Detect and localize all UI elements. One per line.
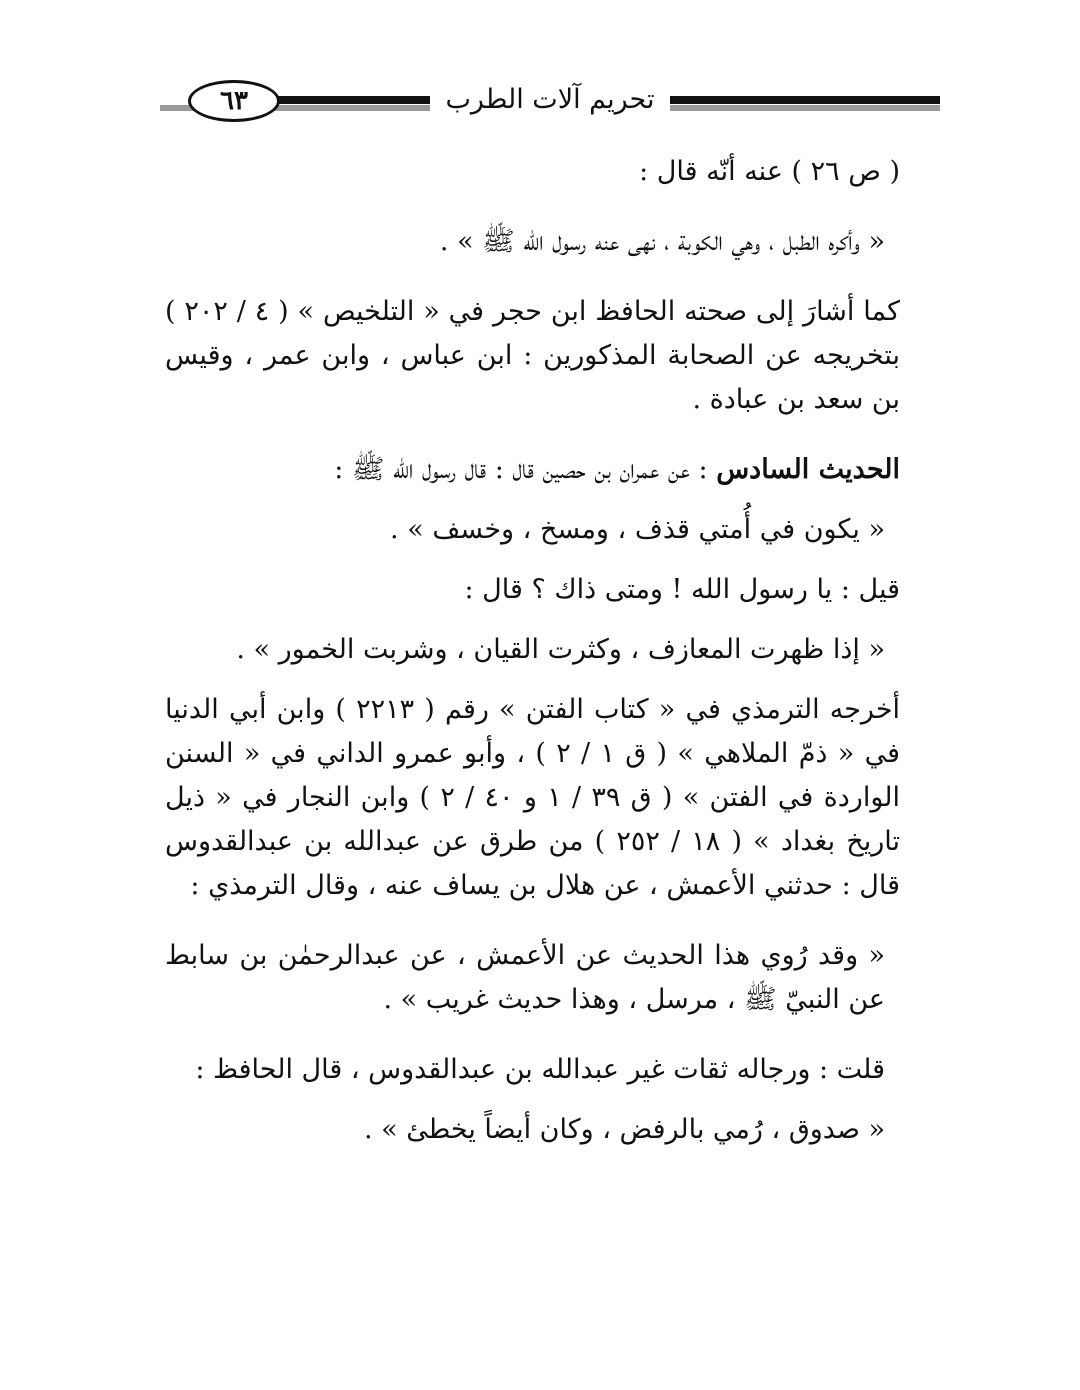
hadith-intro: : عن عمران بن حصين قال : قال رسول الله ﷺ : <box>334 454 717 485</box>
quote: « وقد رُوي هذا الحديث عن الأعمش ، عن عبدالرحمٰن بن سابط عن النبيّ ﷺ ، مرسل ، وهذا حديث غريب » . <box>165 940 885 1015</box>
header-rule-right <box>670 96 940 104</box>
text-line: قيل : يا رسول الله ! ومتى ذاك ؟ قال : <box>464 574 900 605</box>
text-line: ( ص ٢٦ ) عنه أنّه قال : <box>639 156 900 187</box>
hadith-heading-line <box>165 448 945 492</box>
page-number: ٦٣ <box>188 80 280 122</box>
hadith-heading: الحديث السادس <box>716 454 900 485</box>
paragraph: أخرجه الترمذي في « كتاب الفتن » رقم ( ٢٢١٣ ) وابن أبي الدنيا في « ذمّ الملاهي » ( ق ١ / ٢ ) ، وأبو عمرو الداني في « السنن الواردة في الفتن » ( ق ٣٩ / ١ و ٤٠ / ٢ ) وابن النجار في « ذيل تاريخ بغداد » ( ١٨ / ٢٥٢ ) من طرق عن عبدالله بن عبدالقدوس قال : حدثني الأعمش ، عن هلال بن يساف عنه ، وقال الترمذي : <box>165 694 901 901</box>
quote: « صدوق ، رُمي بالرفض ، وكان أيضاً يخطئ » . <box>363 1114 885 1145</box>
page-header <box>160 78 940 128</box>
paragraph: كما أشارَ إلى صحته الحافظ ابن حجر في « التلخيص » ( ٤ / ٢٠٢ ) بتخريجه عن الصحابة المذكورين : ابن عباس ، وابن عمر ، وقيس بن سعد بن عبادة . <box>165 296 900 415</box>
quote: « يكون في أُمتي قذف ، ومسخ ، وخسف » . <box>390 514 885 545</box>
page-body <box>165 150 945 1152</box>
quote: « إذا ظهرت المعازف ، وكثرت القيان ، وشربت الخمور » . <box>236 634 885 665</box>
header-rule-right-shade <box>670 105 940 111</box>
book-title: تحريم آلات الطرب <box>430 84 670 115</box>
text-line: قلت : ورجاله ثقات غير عبدالله بن عبدالقدوس ، قال الحافظ : <box>195 1054 885 1085</box>
quote: « وأكره الطبل ، وهي الكوبة ، نهى عنه رسول الله ﷺ » . <box>439 226 885 257</box>
header-rule-left <box>260 96 440 104</box>
